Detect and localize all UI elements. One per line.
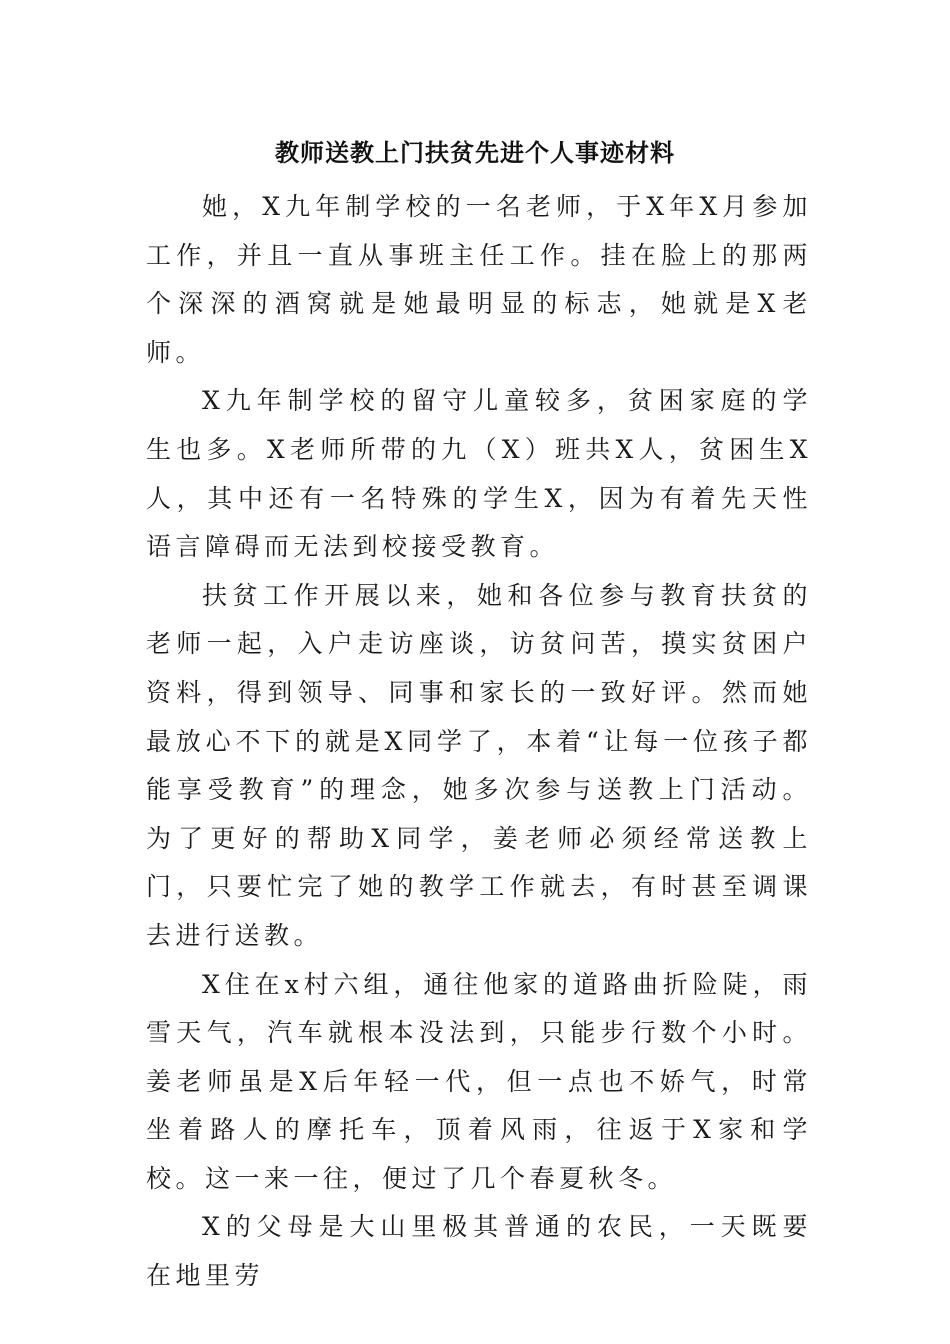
paragraph-1: 她，X九年制学校的一名老师，于X年X月参加工作，并且一直从事班主任工作。挂在脸上的那两个深深的酒窝就是她最明显的标志，她就是X老师。 (146, 192, 812, 367)
paragraph-5: X的父母是大山里极其普通的农民，一天既要在地里劳 (146, 1212, 812, 1291)
paragraph-4: X住在x村六组，通往他家的道路曲折险陡，雨雪天气，汽车就根本没法到，只能步行数个小时。姜老师虽是X后年轻一代，但一点也不娇气，时常坐着路人的摩托车，顶着风雨，往返于X家和学校。这一来一往，便过了几个春夏秋冬。 (146, 969, 812, 1193)
paragraph-2: X九年制学校的留守儿童较多，贫困家庭的学生也多。X老师所带的九（X）班共X人，贫困生X人，其中还有一名特殊的学生X，因为有着先天性语言障碍而无法到校接受教育。 (146, 386, 812, 562)
document-body (146, 183, 812, 1301)
document-title: 教师送教上门扶贫先进个人事迹材料 (275, 139, 675, 167)
paragraph-3: 扶贫工作开展以来，她和各位参与教育扶贫的老师一起，入户走访座谈，访贫问苦，摸实贫困户资料，得到领导、同事和家长的一致好评。然而她最放心不下的就是X同学了，本着“让每一位孩子都能享受教育”的理念，她多次参与送教上门活动。为了更好的帮助X同学，姜老师必须经常送教上门，只要忙完了她的教学工作就去，有时甚至调课去进行送教。 (146, 580, 812, 950)
